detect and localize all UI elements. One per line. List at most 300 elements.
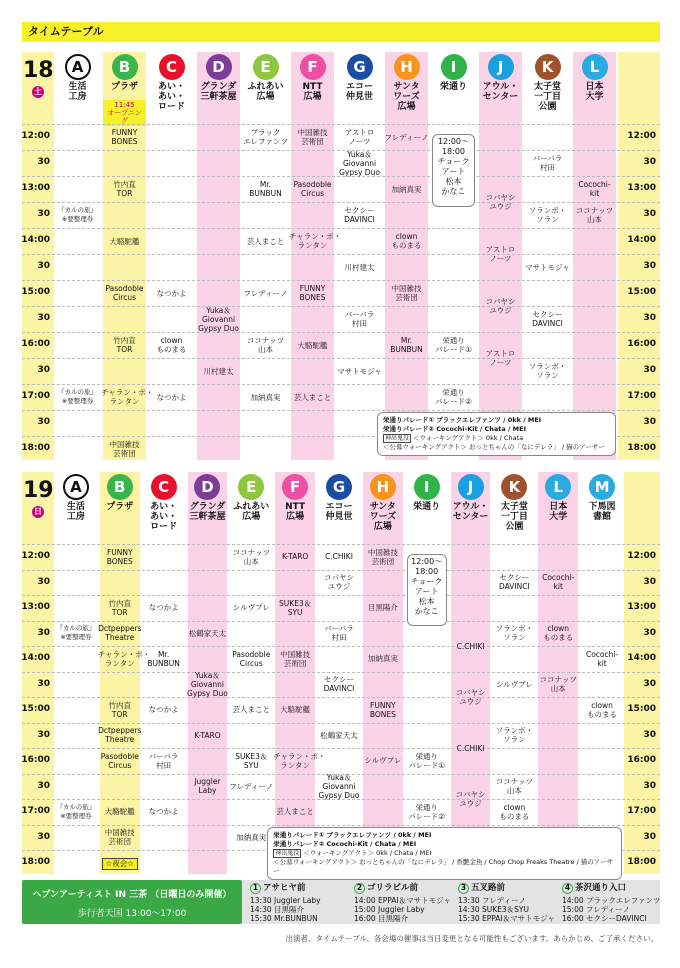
venue-header-C bbox=[142, 472, 186, 532]
performance-entry: 中国雑技 芸術団 bbox=[104, 828, 135, 847]
time-label-left: 12:00 bbox=[21, 131, 50, 141]
performance-entry: 松鶴家天太 bbox=[188, 628, 227, 638]
heaven-location-3 bbox=[458, 883, 558, 923]
time-label-left: 14:00 bbox=[21, 653, 50, 663]
performance-entry: 『カルの旅』 ※要整理券 bbox=[56, 624, 96, 642]
notes-line bbox=[273, 858, 616, 876]
row-divider bbox=[22, 202, 660, 203]
performance-entry: Dctpeppers Theatre bbox=[98, 624, 142, 643]
location-schedule-line: 14:00 EPPAI＆マサトモジャ bbox=[354, 896, 451, 905]
location-schedule-line: 16:00 セクシーDAVINCI bbox=[562, 914, 647, 923]
performance-entry: 中国雑技 芸術団 bbox=[297, 128, 328, 146]
time-label-left: 17:00 bbox=[21, 806, 50, 816]
venue-name: 日本 大学 bbox=[585, 82, 604, 102]
time-label-right: 30 bbox=[643, 780, 656, 791]
venue-header-I bbox=[405, 472, 449, 512]
performance-entry: 『カルの旅』 ※要整理券 bbox=[56, 802, 96, 820]
venue-name: NTT 広場 bbox=[302, 82, 323, 102]
time-label-left: 30 bbox=[37, 313, 50, 323]
performance-entry: アストロ ノーツ bbox=[485, 245, 516, 263]
performance-entry: ソランボ・ ソラン bbox=[495, 726, 534, 745]
venue-letter-icon: C bbox=[159, 54, 185, 80]
performance-entry: 中国雑技 芸術団 bbox=[391, 284, 422, 302]
heaven-artist-subtitle: 歩行者天国 13:00〜17:00 bbox=[77, 909, 187, 919]
time-label-left: 30 bbox=[37, 157, 50, 167]
performance-entry: 芸人まこと bbox=[293, 392, 332, 402]
venue-header-F bbox=[291, 52, 335, 102]
chalk-art-box: 12:00〜 18:00 チョーク アート 松本 かなこ bbox=[407, 554, 447, 625]
time-label-right: 18:00 bbox=[627, 443, 656, 453]
venue-name: 生活 工房 bbox=[68, 82, 87, 102]
venue-header-J bbox=[449, 472, 493, 522]
venue-name: あい・ あい・ ロード bbox=[150, 502, 178, 532]
venue-letter-icon: B bbox=[107, 474, 133, 500]
time-label-left: 16:00 bbox=[21, 755, 50, 765]
time-label-right: 30 bbox=[643, 365, 656, 375]
venue-column-E bbox=[229, 472, 274, 874]
time-label-left: 30 bbox=[37, 261, 50, 271]
performance-entry: バーバラ 村田 bbox=[324, 624, 354, 643]
performance-entry: フレディーノ bbox=[384, 132, 429, 142]
performance-entry: ソランボ・ ソラン bbox=[495, 624, 534, 643]
row-divider bbox=[22, 254, 660, 255]
venue-letter-icon: A bbox=[63, 474, 89, 500]
performance-entry: Mr. BUNBUN bbox=[249, 180, 282, 198]
row-divider bbox=[22, 825, 660, 826]
venue-name: サンタ ワーズ 広場 bbox=[369, 502, 397, 532]
venue-header-I bbox=[432, 52, 476, 92]
performance-entry: バーバラ 村田 bbox=[532, 154, 563, 172]
location-schedule-line: 16:00 目黒陽介 bbox=[354, 914, 408, 923]
time-label-left: 30 bbox=[37, 576, 50, 587]
venue-letter-icon: I bbox=[441, 54, 467, 80]
venue-name: 生活 工房 bbox=[66, 502, 85, 522]
day-of-week-badge: 日 bbox=[34, 507, 42, 516]
row-divider bbox=[22, 697, 660, 698]
timetable-day19 bbox=[22, 472, 660, 874]
performance-entry: FUNNY BONES bbox=[369, 700, 396, 719]
row-divider bbox=[22, 124, 660, 125]
notes-text: 栄通りパレード① ブラックエレファンツ / 0kk / MEI bbox=[383, 416, 542, 424]
venue-letter-icon: J bbox=[488, 54, 514, 80]
venue-name: グランダ 三軒茶屋 bbox=[189, 502, 226, 522]
venue-header-A bbox=[54, 472, 98, 522]
time-label-right: 13:00 bbox=[627, 183, 656, 193]
location-schedule-line: 15:30 EPPAI＆マサトモジャ bbox=[458, 914, 555, 923]
performance-entry: 中国雑技 芸術団 bbox=[109, 440, 140, 458]
notes-text: ＜公募ウォーキングアクト＞ おっとちゃんの「なにデレラ」 / 猫のアーサー bbox=[383, 443, 605, 451]
performance-entry: なつかよ bbox=[148, 807, 179, 817]
time-label-left: 30 bbox=[37, 831, 50, 842]
performance-entry: フレディーノ bbox=[243, 288, 288, 298]
time-label-right: 16:00 bbox=[627, 755, 656, 765]
performance-entry: チャラン・ポ・ ランタン bbox=[289, 232, 342, 250]
performance-entry: ココナッツ 山本 bbox=[232, 547, 270, 566]
row-divider bbox=[22, 384, 660, 385]
performance-entry: 『カルの旅』 ※要整理券 bbox=[58, 388, 97, 405]
performance-entry: Cocochi- kit bbox=[542, 573, 575, 592]
notes-tag: 神出鬼没 bbox=[275, 849, 300, 857]
performance-entry: Yuka＆ Giovanni Gypsy Duo bbox=[318, 772, 360, 800]
venue-header-L bbox=[536, 472, 580, 522]
performance-entry: 大駱駝艦 bbox=[297, 340, 328, 350]
performance-entry: Pasodoble Circus bbox=[100, 751, 139, 770]
time-label-left: 13:00 bbox=[21, 183, 50, 193]
venue-letter-icon: C bbox=[151, 474, 177, 500]
performance-entry: コバヤシ ユウジ bbox=[455, 688, 486, 706]
time-label-left: 30 bbox=[37, 729, 50, 740]
notes-text: 栄通りパレード② Cocochi-Kit / Chata / MEI bbox=[383, 425, 527, 433]
day-number: 18 bbox=[23, 58, 54, 83]
performance-entry: Pasodoble Circus bbox=[232, 649, 271, 668]
venue-letter-icon: E bbox=[253, 54, 279, 80]
venue-letter-icon: H bbox=[370, 474, 396, 500]
venue-name: 栄通り bbox=[439, 82, 467, 92]
performance-entry: 竹内直 TOR bbox=[108, 700, 132, 719]
location-schedule-line: 15:30 Mr.BUNBUN bbox=[250, 914, 318, 923]
venue-letter-icon: K bbox=[501, 474, 527, 500]
performance-entry: Mr. BUNBUN bbox=[147, 649, 180, 668]
performance-entry: Pasodoble Circus bbox=[105, 284, 144, 302]
location-number-icon: 1 bbox=[250, 883, 261, 894]
venue-header-M bbox=[580, 472, 624, 522]
venue-letter-icon: L bbox=[582, 54, 608, 80]
performance-entry: シルヴプレ bbox=[495, 679, 533, 689]
performance-entry: clown ものまる bbox=[499, 802, 530, 821]
time-label-right: 30 bbox=[643, 157, 656, 167]
venue-name: アウル・ センター bbox=[452, 502, 489, 522]
performance-entry: コバヤシ ユウジ bbox=[455, 790, 486, 808]
venue-name: 太子堂 一丁目 公園 bbox=[500, 502, 528, 532]
venue-header-D bbox=[185, 472, 229, 522]
venue-header-K bbox=[526, 52, 570, 112]
performance-entry: SUKE3＆ SYU bbox=[235, 751, 268, 770]
performance-entry: SUKE3＆ SYU bbox=[279, 598, 312, 617]
time-label-right: 13:00 bbox=[627, 602, 656, 612]
performance-entry: 中国雑技 芸術団 bbox=[280, 649, 311, 668]
performance-entry: 中国雑技 芸術団 bbox=[367, 547, 398, 566]
venue-name: NTT 広場 bbox=[285, 502, 306, 522]
performance-entry: Yuka＆ Giovanni Gypsy Duo bbox=[339, 149, 380, 177]
time-label-right: 15:00 bbox=[627, 704, 656, 714]
venue-name: 栄通り bbox=[413, 502, 441, 512]
notes-line bbox=[273, 849, 616, 858]
heaven-artist-title: ヘブンアーティスト IN 三茶 （日曜日のみ開催） bbox=[32, 890, 232, 900]
time-label-left: 30 bbox=[37, 780, 50, 791]
venue-name: プラザ bbox=[106, 502, 134, 512]
venue-letter-icon: A bbox=[65, 54, 91, 80]
venue-header-L bbox=[573, 52, 617, 102]
performance-entry: Dctpeppers Theatre bbox=[98, 726, 142, 745]
performance-entry: ソランボ・ ソラン bbox=[528, 206, 567, 224]
notes-line bbox=[273, 831, 616, 840]
performance-entry: ココナッツ 山本 bbox=[575, 206, 614, 224]
venue-name: グランダ 三軒茶屋 bbox=[200, 82, 237, 102]
location-title bbox=[354, 883, 454, 894]
performance-entry: 竹内直 TOR bbox=[113, 180, 136, 198]
location-name: アサヒヤ前 bbox=[263, 883, 306, 893]
performance-entry: C.CHIKI bbox=[456, 743, 485, 753]
venue-column-L bbox=[573, 52, 616, 460]
performance-entry: clown ものまる bbox=[156, 336, 187, 354]
row-divider bbox=[22, 306, 660, 307]
row-divider bbox=[22, 410, 660, 411]
performance-entry: Cocochi- kit bbox=[585, 649, 619, 668]
venue-letter-icon: G bbox=[326, 474, 352, 500]
notes-line bbox=[383, 425, 610, 434]
venue-letter-icon: D bbox=[206, 54, 232, 80]
performance-entry: 加納真実 bbox=[236, 832, 267, 842]
row-divider bbox=[22, 646, 660, 647]
location-schedule-line: 14:00 ブラックエレファンツ bbox=[562, 896, 661, 905]
time-label-left: 30 bbox=[37, 209, 50, 219]
venue-letter-icon: L bbox=[545, 474, 571, 500]
row-divider bbox=[22, 544, 660, 545]
performance-entry: 芸人まこと bbox=[276, 807, 314, 817]
opening-badge: 11:45 オープニング bbox=[103, 100, 146, 126]
performance-entry: K-TARO bbox=[194, 730, 221, 740]
performance-entry: フレディーノ bbox=[229, 781, 274, 791]
venue-name: 下馬図 書館 bbox=[588, 502, 616, 522]
row-divider bbox=[22, 723, 660, 724]
venue-letter-icon: J bbox=[458, 474, 484, 500]
row-divider bbox=[22, 570, 660, 571]
location-name: 五叉路前 bbox=[471, 883, 506, 893]
location-title bbox=[250, 883, 350, 894]
performance-entry: 川村建太 bbox=[344, 262, 375, 272]
performance-entry: FUNNY BONES bbox=[111, 128, 138, 146]
performance-entry: コバヤシ ユウジ bbox=[485, 297, 516, 315]
performance-entry: セクシー DAVINCI bbox=[499, 573, 530, 592]
performance-entry: 栄通り パレード② bbox=[435, 388, 472, 406]
time-label-right: 30 bbox=[643, 313, 656, 323]
notes-text: 栄通りパレード② Cocochi-Kit / Chata / MEI bbox=[273, 839, 417, 848]
time-label-right: 30 bbox=[643, 627, 656, 638]
row-divider bbox=[22, 280, 660, 281]
venue-header-F bbox=[273, 472, 317, 522]
location-title bbox=[562, 883, 662, 894]
performance-entry: コバヤシ ユウジ bbox=[324, 573, 354, 592]
venue-column-H bbox=[363, 472, 403, 874]
performance-entry: コバヤシ ユウジ bbox=[485, 193, 516, 211]
performance-entry: ブラック エレファンツ bbox=[243, 128, 288, 146]
venue-header-H bbox=[385, 52, 429, 112]
venue-name: ふれあい 広場 bbox=[233, 502, 270, 522]
venue-header-B bbox=[103, 52, 147, 92]
day-of-week-badge: 土 bbox=[34, 87, 42, 96]
performance-entry: 松鶴家天太 bbox=[320, 730, 358, 740]
performance-entry: Yuka＆ Giovanni Gypsy Duo bbox=[187, 670, 228, 698]
performance-entry: 竹内直 TOR bbox=[108, 598, 132, 617]
time-label-left: 30 bbox=[37, 627, 50, 638]
performance-entry: C.CHIKI bbox=[456, 641, 485, 651]
time-label-right: 14:00 bbox=[627, 235, 656, 245]
heaven-location-1 bbox=[250, 883, 350, 923]
row-divider bbox=[22, 748, 660, 749]
notes-text: ＜公募ウォーキングアクト＞ おっとちゃんの「なにデレラ」 / 香艶金魚 / Chop Chop Freaks Theatre / 猫のアーサー bbox=[273, 857, 614, 875]
location-name: 茶沢通り入口 bbox=[575, 883, 627, 893]
performance-entry: FUNNY BONES bbox=[106, 547, 133, 566]
time-label-right: 12:00 bbox=[627, 551, 656, 561]
chalk-art-box: 12:00〜 18:00 チョーク アート 松本 かなこ bbox=[432, 134, 475, 207]
row-divider bbox=[22, 358, 660, 359]
venue-column-D bbox=[197, 52, 240, 460]
venue-name: サンタ ワーズ 広場 bbox=[393, 82, 420, 112]
performance-entry: アストロ ノーツ bbox=[344, 128, 375, 146]
row-divider bbox=[22, 621, 660, 622]
time-label-right: 17:00 bbox=[627, 391, 656, 401]
performance-entry: なつかよ bbox=[148, 705, 179, 715]
location-schedule-line: 15:00 Juggler Laby bbox=[354, 905, 425, 914]
performance-entry: K-TARO bbox=[281, 552, 309, 562]
row-divider bbox=[22, 228, 660, 229]
performance-entry: Cocochi- kit bbox=[578, 180, 611, 198]
performance-entry: チャラン・ポ・ ランタン bbox=[273, 751, 326, 770]
page-title: タイムテーブル bbox=[22, 22, 660, 42]
venue-header-E bbox=[244, 52, 288, 102]
performance-entry: Juggler Laby bbox=[194, 777, 221, 796]
performance-entry: 大駱駝艦 bbox=[109, 236, 140, 246]
time-label-right: 15:00 bbox=[627, 287, 656, 297]
location-schedule-line: 13:30 Juggler Laby bbox=[250, 896, 321, 905]
location-title bbox=[458, 883, 558, 894]
timetable-day18 bbox=[22, 52, 660, 460]
venue-header-E bbox=[229, 472, 273, 522]
venue-name: 太子堂 一丁目 公園 bbox=[533, 82, 561, 112]
venue-column-G bbox=[338, 52, 381, 460]
performance-entry: 川村建太 bbox=[203, 366, 234, 376]
performance-entry: バーバラ 村田 bbox=[344, 310, 375, 328]
venue-header-C bbox=[150, 52, 194, 112]
performance-entry: 竹内直 TOR bbox=[113, 336, 136, 354]
venue-column-J bbox=[451, 472, 491, 874]
performance-entry: clown ものまる bbox=[543, 624, 574, 643]
performance-entry: チャラン・ポ・ ランタン bbox=[101, 388, 154, 406]
venue-header-H bbox=[361, 472, 405, 532]
performance-entry: シルヴプレ bbox=[232, 603, 270, 613]
performance-entry: FUNNY BONES bbox=[299, 284, 326, 302]
location-number-icon: 3 bbox=[458, 883, 469, 894]
time-label-right: 30 bbox=[643, 576, 656, 587]
time-label-right: 12:00 bbox=[627, 131, 656, 141]
time-label-left: 13:00 bbox=[21, 602, 50, 612]
venue-column-M bbox=[582, 472, 622, 874]
notes-line bbox=[383, 416, 610, 425]
venue-header-K bbox=[492, 472, 536, 532]
venue-letter-icon: F bbox=[282, 474, 308, 500]
performance-entry: アストロ ノーツ bbox=[485, 349, 516, 367]
time-label-left: 18:00 bbox=[21, 857, 50, 867]
performance-entry: 加納真実 bbox=[391, 184, 422, 194]
performance-entry: セクシー DAVINCI bbox=[323, 675, 355, 694]
time-label-right: 30 bbox=[643, 417, 656, 427]
time-label-right: 30 bbox=[643, 209, 656, 219]
time-label-left: 14:00 bbox=[21, 235, 50, 245]
day-number: 19 bbox=[23, 478, 54, 503]
location-name: ゴリラビル前 bbox=[367, 883, 419, 893]
venue-letter-icon: E bbox=[238, 474, 264, 500]
heaven-artist-banner bbox=[22, 880, 242, 924]
venue-header-G bbox=[317, 472, 361, 522]
performance-entry: なつかよ bbox=[156, 392, 187, 402]
notes-text: ＜ウォーキングアクト＞ 0kk / Chata bbox=[413, 434, 524, 442]
performance-entry: Yuka＆ Giovanni Gypsy Duo bbox=[198, 305, 239, 333]
performance-entry: 目黒陽介 bbox=[367, 603, 398, 613]
venue-column-L bbox=[538, 472, 578, 874]
time-label-right: 18:00 bbox=[627, 857, 656, 867]
venue-letter-icon: B bbox=[112, 54, 138, 80]
notes-text: ＜ウォーキングアクト＞ 0kk / Chata / MEI bbox=[303, 848, 432, 857]
venue-column-G bbox=[319, 472, 359, 874]
time-label-left: 16:00 bbox=[21, 339, 50, 349]
row-divider bbox=[22, 595, 660, 596]
notes-text: 栄通りパレード① ブラックエレファンツ / 0kk / MEI bbox=[273, 830, 432, 839]
location-schedule-line: 13:30 フレディーノ bbox=[458, 896, 526, 905]
venue-letter-icon: H bbox=[394, 54, 420, 80]
performance-entry: 『カルの旅』 ※要整理券 bbox=[58, 206, 97, 223]
venue-letter-icon: D bbox=[194, 474, 220, 500]
venue-header-J bbox=[479, 52, 523, 102]
performance-entry: ココナッツ 山本 bbox=[246, 336, 285, 354]
time-label-right: 16:00 bbox=[627, 339, 656, 349]
time-label-right: 14:00 bbox=[627, 653, 656, 663]
performance-entry: Mr. BUNBUN bbox=[390, 336, 423, 354]
venue-column-K bbox=[526, 52, 569, 460]
location-number-icon: 4 bbox=[562, 883, 573, 894]
performance-entry: clown ものまる bbox=[587, 700, 618, 719]
performance-entry: 栄通り パレード② bbox=[408, 802, 446, 821]
performance-entry: 芸人まこと bbox=[232, 705, 271, 715]
performance-entry: 栄通り パレード① bbox=[408, 751, 446, 770]
heaven-artist-locations bbox=[242, 880, 660, 924]
notes-line bbox=[383, 443, 610, 452]
venue-name: エコー 仲見世 bbox=[325, 502, 353, 522]
performance-entry: バーバラ 村田 bbox=[148, 751, 179, 770]
performance-entry: マサトモジャ bbox=[525, 262, 570, 272]
performance-entry: セクシー DAVINCI bbox=[344, 206, 375, 224]
disclaimer-text: 出演者、タイムテーブル、各会場の催事は当日変更となる可能性もございます。あらかじめ、ご了承ください。 bbox=[285, 934, 658, 943]
time-label-right: 30 bbox=[643, 729, 656, 740]
performance-entry: 芸人まこと bbox=[246, 236, 285, 246]
performance-entry: ソランボ・ ソラン bbox=[528, 362, 567, 380]
time-label-right: 17:00 bbox=[627, 806, 656, 816]
performance-entry: ココナッツ 山本 bbox=[539, 675, 577, 694]
notes-line bbox=[273, 840, 616, 849]
venue-name: ふれあい 広場 bbox=[247, 82, 284, 102]
time-label-left: 30 bbox=[37, 417, 50, 427]
venue-header-B bbox=[98, 472, 142, 512]
performance-entry: C.CHIKI bbox=[325, 552, 353, 562]
venue-letter-icon: G bbox=[347, 54, 373, 80]
notes-line bbox=[383, 434, 610, 443]
time-label-left: 17:00 bbox=[21, 391, 50, 401]
parade-notes-box bbox=[377, 412, 616, 456]
night-event-badge: ☆夜会☆ bbox=[102, 858, 138, 870]
performance-entry: clown ものまる bbox=[391, 232, 422, 250]
performance-entry: 加納真実 bbox=[250, 392, 281, 402]
performance-entry: ココナッツ 山本 bbox=[495, 777, 534, 796]
performance-entry: シルヴプレ bbox=[364, 756, 402, 766]
time-label-left: 15:00 bbox=[21, 287, 50, 297]
venue-letter-icon: F bbox=[300, 54, 326, 80]
notes-tag: 神出鬼没 bbox=[385, 435, 410, 442]
heaven-location-4 bbox=[562, 883, 662, 923]
time-label-right: 30 bbox=[643, 261, 656, 271]
time-label-left: 30 bbox=[37, 365, 50, 375]
row-divider bbox=[22, 672, 660, 673]
heaven-location-2 bbox=[354, 883, 454, 923]
performance-entry: 大駱駝艦 bbox=[104, 807, 135, 817]
